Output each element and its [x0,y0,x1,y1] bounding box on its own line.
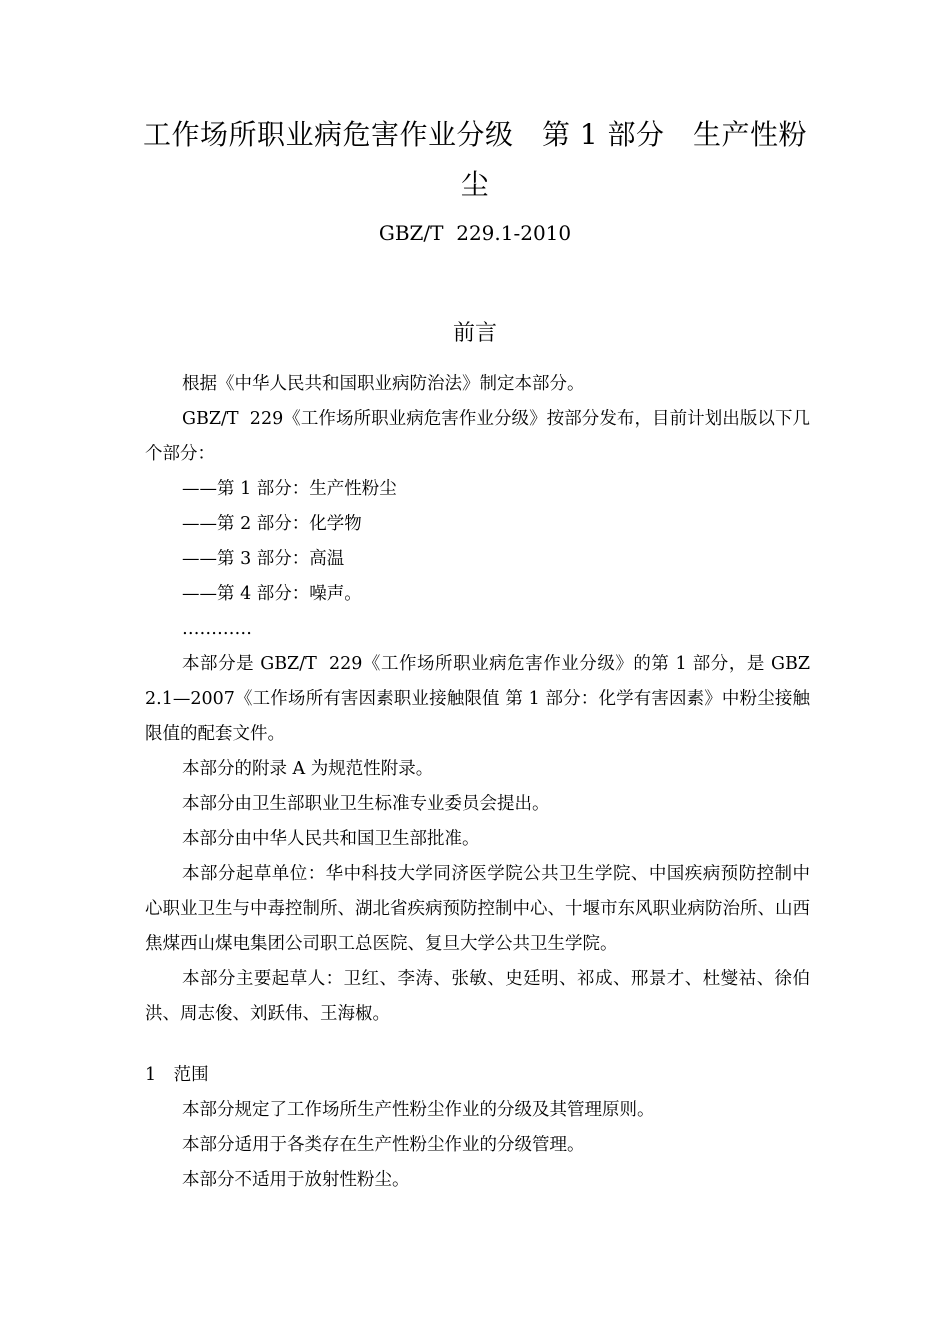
section-spacer [145,1032,810,1058]
scope-paragraph-2: 本部分适用于各类存在生产性粉尘作业的分级管理。 [182,1135,585,1155]
foreword-heading: 前言 [452,321,497,346]
part-list-item: ——第 4 部分：噪声。 [182,584,362,604]
scope-paragraph-3: 本部分不适用于放射性粉尘。 [182,1170,410,1190]
foreword-paragraph-4: 本部分的附录 A 为规范性附录。 [182,759,434,779]
part-list-item: ——第 3 部分：高温 [182,549,345,569]
foreword-paragraph-6: 本部分由中华人民共和国卫生部批准。 [182,829,480,849]
foreword-paragraph-8: 本部分主要起草人：卫红、李涛、张敏、史廷明、祁成、邢景才、杜燮祜、徐伯洪、周志俊、刘跃伟、王海椒。 [145,969,810,1024]
document-title: 工作场所职业病危害作业分级 第 1 部分 生产性粉尘 [142,118,808,201]
part-list-item: ——第 1 部分：生产性粉尘 [182,479,397,499]
foreword-paragraph-5: 本部分由卫生部职业卫生标准专业委员会提出。 [182,794,550,814]
foreword-paragraph-3: 本部分是 GBZ/T 229《工作场所职业病危害作业分级》的第 1 部分，是 GBZ 2.1—2007《工作场所有害因素职业接触限值 第 1 部分：化学有害因素》中粉尘接触限值的配套文件。 [145,654,822,744]
foreword-paragraph-1: 根据《中华人民共和国职业病防治法》制定本部分。 [182,374,585,394]
standard-code: GBZ/T 229.1-2010 [378,221,572,245]
scope-heading: 1 范围 [145,1065,209,1085]
foreword-paragraph-7: 本部分起草单位：华中科技大学同济医学院公共卫生学院、中国疾病预防控制中心职业卫生与中毒控制所、湖北省疾病预防控制中心、十堰市东风职业病防治所、山西焦煤西山煤电集团公司职工总医院、复旦大学公共卫生学院。 [145,864,810,954]
part-list-item: ——第 2 部分：化学物 [182,514,362,534]
foreword-paragraph-2: GBZ/T 229《工作场所职业病危害作业分级》按部分发布，目前计划出版以下几个部分： [145,409,810,464]
document-body [145,367,822,1198]
ellipsis: ………… [182,619,252,639]
scope-paragraph-1: 本部分规定了工作场所生产性粉尘作业的分级及其管理原则。 [182,1100,655,1120]
